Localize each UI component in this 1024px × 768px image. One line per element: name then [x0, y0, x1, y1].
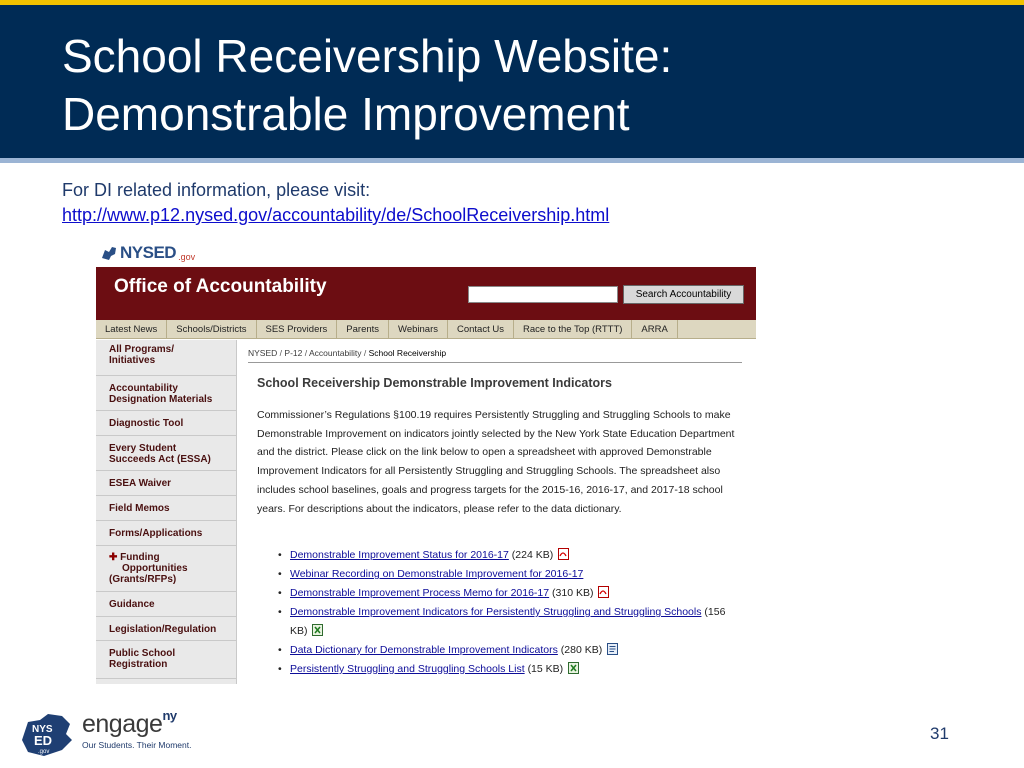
pdf-icon[interactable] [558, 548, 569, 560]
nav-ses-providers[interactable]: SES Providers [257, 320, 338, 338]
breadcrumb-accountability[interactable]: Accountability [309, 348, 362, 358]
page-number: 31 [930, 724, 949, 743]
sidebar-item-all-programs[interactable] [96, 340, 236, 376]
brand-text: engage [82, 710, 163, 738]
main-content [248, 340, 746, 684]
sidebar-item-label: Accountability [109, 383, 178, 394]
nav-webinars[interactable]: Webinars [389, 320, 448, 338]
pdf-icon[interactable] [598, 586, 609, 598]
list-item [278, 584, 738, 603]
nysed-logo-gov: .gov [178, 252, 196, 262]
sidebar-item-label: Initiatives [109, 355, 156, 366]
website-screenshot [96, 238, 756, 684]
sidebar-item-legislation[interactable] [96, 617, 236, 641]
sidebar-item-public-school-registration[interactable] [96, 641, 236, 679]
link-process-memo[interactable]: Demonstrable Improvement Process Memo for 2016-17 [290, 587, 550, 599]
search-input[interactable] [468, 286, 618, 303]
sidebar-item-funding[interactable] [96, 546, 236, 592]
footer-logo-nys: NYS [32, 724, 53, 735]
link-data-dictionary[interactable]: Data Dictionary for Demonstrable Improvement Indicators [290, 644, 558, 656]
nav-parents[interactable]: Parents [337, 320, 389, 338]
search-accountability-button[interactable]: Search Accountability [623, 285, 744, 304]
breadcrumb-divider [248, 362, 742, 363]
spreadsheet-icon[interactable] [568, 662, 579, 674]
breadcrumb-current: School Receivership [368, 348, 447, 358]
footer-logo-gov: .gov [38, 749, 50, 755]
sidebar-item-label: Diagnostic Tool [109, 418, 184, 429]
file-size: (310 KB) [552, 587, 594, 599]
breadcrumb: NYSED / P-12 / Accountability / School Receivership [248, 348, 447, 358]
intro-block [62, 178, 609, 228]
header-stripe [0, 158, 1024, 163]
sidebar-item-guidance[interactable] [96, 592, 236, 617]
list-item [278, 603, 738, 641]
link-webinar-recording[interactable]: Webinar Recording on Demonstrable Improvement for 2016-17 [290, 568, 584, 580]
ny-state-icon [100, 244, 118, 262]
nysed-logo-text: NYSED [120, 243, 177, 262]
nav-arra[interactable]: ARRA [632, 320, 677, 338]
sidebar-item-label: Succeeds Act (ESSA) [109, 454, 211, 465]
nav-latest-news[interactable]: Latest News [96, 320, 167, 338]
list-item [278, 546, 738, 565]
intro-text: For DI related information, please visit: [62, 180, 371, 200]
slide-title-line2: Demonstrable Improvement [62, 88, 630, 140]
brand-tagline: Our Students. Their Moment. [82, 740, 192, 750]
slide-title [62, 27, 962, 143]
list-item [278, 641, 738, 660]
file-size: (156 KB) [290, 606, 726, 637]
sidebar-item-forms-applications[interactable] [96, 521, 236, 546]
engageny-brand [82, 708, 177, 739]
sidebar-item-label: Public School [109, 648, 176, 659]
file-size: (15 KB) [527, 663, 564, 675]
top-nav [96, 320, 756, 339]
breadcrumb-nysed[interactable]: NYSED [248, 348, 278, 358]
sidebar-item-label: All Programs/ [109, 344, 175, 355]
sidebar-item-label: Designation Materials [109, 394, 213, 405]
sidebar-item-label: Guidance [109, 599, 155, 610]
nysed-footer-logo [18, 710, 78, 758]
sidebar-item-label: Every Student [109, 443, 177, 454]
link-schools-list[interactable]: Persistently Struggling and Struggling Schools List [290, 663, 525, 675]
sidebar-item-label: Registration [109, 659, 168, 670]
link-di-status[interactable]: Demonstrable Improvement Status for 2016-17 [290, 549, 509, 561]
breadcrumb-p12[interactable]: P-12 [284, 348, 303, 358]
doc-icon[interactable] [607, 643, 618, 655]
footer-logo-ed: ED [34, 733, 53, 748]
nav-contact-us[interactable]: Contact Us [448, 320, 514, 338]
download-links-list [278, 546, 738, 679]
brand-sup: ny [162, 708, 177, 723]
file-size: (280 KB) [560, 644, 603, 656]
file-size: (224 KB) [511, 549, 554, 561]
sidebar-item-label: ESEA Waiver [109, 478, 172, 489]
slide-header [0, 5, 1024, 158]
sidebar-item-esea-waiver[interactable] [96, 471, 236, 496]
list-item [278, 565, 738, 584]
nav-schools-districts[interactable]: Schools/Districts [167, 320, 256, 338]
office-banner [96, 267, 756, 320]
spreadsheet-icon[interactable] [312, 624, 323, 636]
sidebar-item-label: (Grants/RFPs) [109, 574, 177, 585]
sidebar-item-field-memos[interactable] [96, 496, 236, 521]
sidebar-item-label: Forms/Applications [109, 528, 203, 539]
sidebar-item-essa[interactable] [96, 436, 236, 471]
slide-title-line1: School Receivership Website: [62, 30, 673, 82]
intro-url-link[interactable]: http://www.p12.nysed.gov/accountability/de/SchoolReceivership.html [62, 205, 610, 225]
sidebar-item-diagnostic-tool[interactable] [96, 411, 236, 436]
sidebar-item-label: Opportunities [122, 563, 188, 574]
page-heading: School Receivership Demonstrable Improvement Indicators [257, 376, 612, 390]
link-di-indicators[interactable]: Demonstrable Improvement Indicators for Persistently Struggling and Struggling Schools [290, 606, 702, 618]
expand-plus-icon[interactable]: ✚ [109, 552, 118, 563]
nysed-logo[interactable] [100, 240, 195, 266]
list-item [278, 660, 738, 679]
sidebar-item-label: Field Memos [109, 503, 170, 514]
nav-race-to-the-top[interactable]: Race to the Top (RTTT) [514, 320, 632, 338]
sidebar-item-accountability-designation[interactable] [96, 376, 236, 411]
sidebar-item-label: Funding [120, 552, 160, 563]
sidebar-item-label: Legislation/Regulation [109, 624, 217, 635]
intro-paragraph: Commissioner’s Regulations §100.19 requires Persistently Struggling and Struggling Schools to make Demonstrable Improvement on indicators jointly selected by the New York State Education Department and the district. Please click on the link below to open a spreadsheet with approved Demonstrable Improvement Indicators for all Persistently Struggling and Struggling Schools. The spreadsheet also includes school baselines, goals and progress targets for the 2015-16, 2016-17, and 2017-18 school years. For descriptions about the indicators, please refer to the data dictionary. [257, 409, 735, 515]
office-title: Office of Accountability [114, 276, 327, 297]
sidebar [96, 340, 237, 684]
